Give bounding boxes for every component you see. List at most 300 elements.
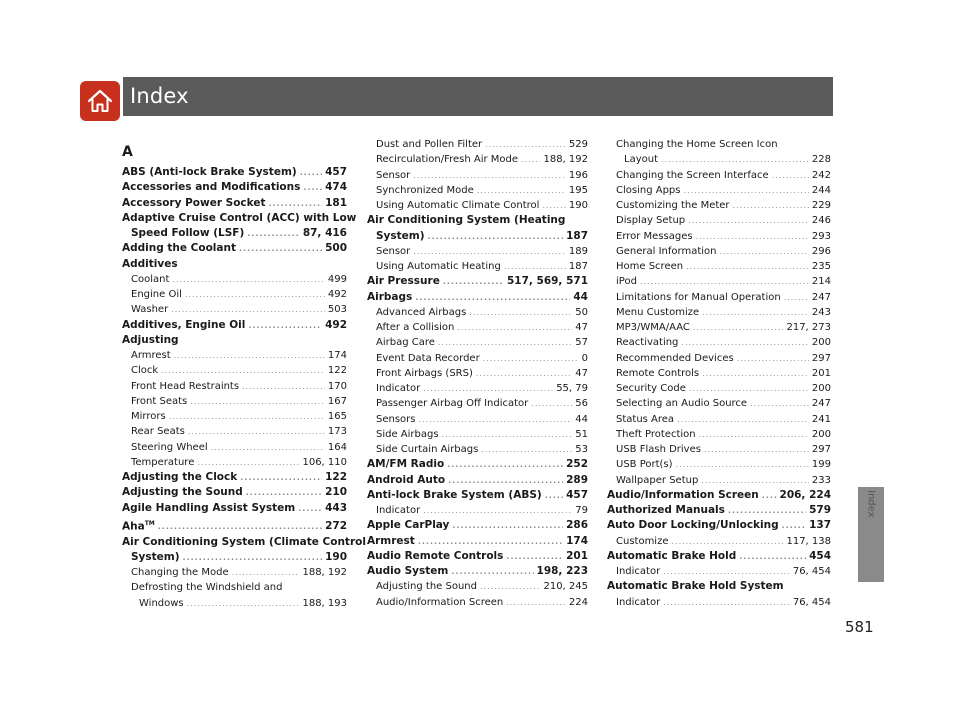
index-subentry[interactable] xyxy=(122,348,347,363)
entry-pages: 293 xyxy=(811,230,831,242)
entry-pages: 443 xyxy=(325,501,347,514)
index-subentry[interactable] xyxy=(607,427,831,442)
index-entry[interactable] xyxy=(122,241,347,256)
entry-term: Changing the Mode xyxy=(131,567,229,578)
leader-dots xyxy=(303,180,322,195)
entry-pages: 199 xyxy=(811,459,831,471)
entry-pages: 233 xyxy=(811,474,831,486)
leader-dots xyxy=(677,412,809,427)
leader-dots xyxy=(672,534,784,549)
leader-dots xyxy=(298,501,322,516)
entry-pages: 190 xyxy=(568,200,588,211)
entry-term: Side Airbags xyxy=(376,428,439,440)
index-subentry[interactable] xyxy=(607,335,831,350)
entry-term: Air Conditioning System (Climate Control xyxy=(122,535,366,548)
entry-pages: 228 xyxy=(811,154,831,166)
index-subentry[interactable] xyxy=(607,595,831,610)
entry-term: Display Setup xyxy=(616,215,686,227)
leader-dots xyxy=(545,488,563,503)
entry-term: Security Code xyxy=(616,383,686,394)
index-heading: Automatic Brake Hold System xyxy=(607,580,784,593)
entry-term: Dust and Pollen Filter xyxy=(376,139,483,150)
leader-dots xyxy=(188,424,325,439)
leader-dots xyxy=(428,229,564,244)
leader-dots xyxy=(161,363,325,378)
entry-pages: 492 xyxy=(327,289,347,300)
entry-term: Authorized Manuals xyxy=(607,504,725,516)
leader-dots xyxy=(772,168,809,183)
leader-dots xyxy=(247,226,300,241)
leader-dots xyxy=(681,335,808,350)
title-bar xyxy=(123,77,833,116)
leader-dots xyxy=(733,198,809,213)
entry-term: Customizing the Meter xyxy=(616,200,730,211)
index-subentry[interactable] xyxy=(607,366,831,381)
entry-term: Armrest xyxy=(131,350,171,361)
entry-term: Adjusting the Sound xyxy=(122,486,243,499)
index-subentry[interactable] xyxy=(607,457,831,472)
index-entry[interactable] xyxy=(367,488,588,503)
index-subentry[interactable] xyxy=(607,412,831,427)
leader-dots xyxy=(481,442,572,457)
entry-term: Adjusting the Clock xyxy=(122,471,238,483)
leader-dots xyxy=(477,183,566,198)
index-subentry[interactable] xyxy=(367,351,588,366)
index-subentry[interactable] xyxy=(367,137,588,152)
entry-term: Rear Seats xyxy=(131,426,185,438)
entry-pages: 243 xyxy=(811,306,831,318)
index-subentry[interactable] xyxy=(607,259,831,274)
entry-term-continued: System) xyxy=(131,550,180,563)
leader-dots xyxy=(782,518,806,533)
entry-term: Mirrors xyxy=(131,411,166,422)
entry-pages: 187 xyxy=(566,229,588,242)
entry-pages: 117, 138 xyxy=(786,535,831,547)
entry-term: Auto Door Locking/Unlocking xyxy=(607,519,779,532)
leader-dots xyxy=(423,503,572,518)
leader-dots xyxy=(476,366,572,381)
index-subentry[interactable] xyxy=(122,363,347,378)
index-subentry[interactable] xyxy=(122,565,347,580)
index-entry[interactable] xyxy=(367,473,588,488)
leader-dots xyxy=(415,290,570,305)
leader-dots xyxy=(418,534,563,549)
entry-term: Changing the Home Screen Icon xyxy=(616,139,778,150)
entry-pages: 189 xyxy=(568,245,588,257)
entry-term-continued: Speed Follow (LSF) xyxy=(131,227,245,239)
index-entry[interactable] xyxy=(122,535,366,566)
entry-pages: 195 xyxy=(568,184,588,196)
entry-term: Event Data Recorder xyxy=(376,352,480,364)
index-entry[interactable] xyxy=(122,485,347,500)
index-subentry[interactable] xyxy=(607,229,831,244)
entry-term: Sensor xyxy=(376,245,411,257)
entry-term: Armrest xyxy=(367,534,415,547)
index-entry[interactable] xyxy=(607,488,831,503)
entry-term: Front Seats xyxy=(131,395,188,407)
index-entry[interactable] xyxy=(367,457,588,472)
trademark-mark: TM xyxy=(144,519,155,527)
index-subentry[interactable] xyxy=(607,396,831,411)
index-subentry[interactable] xyxy=(367,244,588,259)
entry-pages: 217, 273 xyxy=(786,322,831,333)
index-subentry[interactable] xyxy=(607,381,831,396)
index-subentry[interactable] xyxy=(607,213,831,228)
index-subentry[interactable] xyxy=(122,580,347,611)
entry-pages: 137 xyxy=(809,519,831,532)
entry-term: General Information xyxy=(616,245,717,257)
leader-dots xyxy=(447,457,563,472)
index-column-1 xyxy=(122,137,366,611)
entry-pages: 457 xyxy=(325,166,347,178)
entry-term: Temperature xyxy=(131,456,195,468)
entry-pages: 165 xyxy=(327,411,347,422)
entry-term: Status Area xyxy=(616,413,675,425)
leader-dots xyxy=(239,241,322,256)
entry-pages: 200 xyxy=(811,337,831,349)
entry-pages: 517, 569, 571 xyxy=(506,275,588,288)
entry-term: Aha xyxy=(122,520,145,533)
entry-pages: 174 xyxy=(566,534,588,547)
entry-term: Audio/Information Screen xyxy=(376,596,504,608)
index-subentry[interactable] xyxy=(607,198,831,213)
index-subentry[interactable] xyxy=(607,305,831,320)
entry-pages: 167 xyxy=(327,395,347,407)
entry-pages: 55, 79 xyxy=(556,383,588,394)
entry-pages: 499 xyxy=(327,273,347,285)
entry-pages: 244 xyxy=(811,184,831,196)
entry-term: Recommended Devices xyxy=(616,352,734,364)
index-subentry[interactable] xyxy=(367,396,588,411)
leader-dots xyxy=(663,564,790,579)
leader-dots xyxy=(506,595,566,610)
leader-dots xyxy=(269,196,323,211)
entry-pages: 503 xyxy=(327,304,347,316)
home-glyph-icon xyxy=(85,86,115,116)
leader-dots xyxy=(504,259,566,274)
leader-dots xyxy=(676,457,809,472)
entry-pages: 87, 416 xyxy=(302,227,347,239)
index-entry[interactable] xyxy=(367,564,588,579)
index-column-3 xyxy=(607,137,831,610)
entry-term: Sensor xyxy=(376,169,411,181)
entry-pages: 206, 224 xyxy=(779,488,831,501)
index-entry[interactable] xyxy=(367,213,588,244)
entry-pages: 53 xyxy=(575,444,588,455)
index-entry[interactable] xyxy=(122,516,347,535)
entry-term: Error Messages xyxy=(616,230,693,242)
entry-term: Indicator xyxy=(376,505,421,516)
entry-pages: 286 xyxy=(566,519,588,532)
index-subentry[interactable] xyxy=(122,379,347,394)
leader-dots xyxy=(190,394,325,409)
entry-term: Clock xyxy=(131,365,159,377)
index-subentry[interactable] xyxy=(607,351,831,366)
index-entry[interactable] xyxy=(367,274,588,289)
entry-term: Menu Customize xyxy=(616,306,700,318)
entry-term: Android Auto xyxy=(367,473,446,486)
index-subentry[interactable] xyxy=(367,427,588,442)
entry-pages: 164 xyxy=(327,441,347,453)
entry-term: USB Flash Drives xyxy=(616,444,701,455)
leader-dots xyxy=(185,287,325,302)
entry-term-continued: Layout xyxy=(624,154,658,166)
entry-term: Adding the Coolant xyxy=(122,242,236,255)
leader-dots xyxy=(423,381,553,396)
index-subentry[interactable] xyxy=(607,564,831,579)
index-entry[interactable] xyxy=(607,518,831,533)
entry-pages: 457 xyxy=(566,488,588,501)
index-subentry[interactable] xyxy=(367,595,588,610)
leader-dots xyxy=(688,213,809,228)
entry-term: Steering Wheel xyxy=(131,441,208,453)
entry-pages: 579 xyxy=(809,504,831,516)
index-subentry[interactable] xyxy=(122,272,347,287)
index-subentry[interactable] xyxy=(122,440,347,455)
entry-pages: 500 xyxy=(325,242,347,255)
index-entry[interactable] xyxy=(607,503,831,518)
leader-dots xyxy=(480,579,540,594)
index-subentry[interactable] xyxy=(607,274,831,289)
index-subentry[interactable] xyxy=(367,442,588,457)
entry-pages: 187 xyxy=(568,261,588,272)
entry-term: Defrosting the Windshield and xyxy=(131,582,283,594)
leader-dots xyxy=(739,549,806,564)
entry-pages: 229 xyxy=(811,200,831,211)
entry-pages: 454 xyxy=(809,549,831,562)
index-entry[interactable] xyxy=(122,501,347,516)
entry-pages: 210, 245 xyxy=(543,581,588,593)
entry-term: Limitations for Manual Operation xyxy=(616,291,781,303)
index-subentry[interactable] xyxy=(122,409,347,424)
entry-term: ABS (Anti-lock Brake System) xyxy=(122,166,297,178)
entry-term: Adjusting the Sound xyxy=(376,581,477,593)
index-subentry[interactable] xyxy=(122,455,347,470)
index-entry[interactable] xyxy=(122,470,347,485)
entry-term: Changing the Screen Interface xyxy=(616,169,769,181)
entry-term: Theft Protection xyxy=(616,428,696,440)
entry-term: Indicator xyxy=(616,596,661,608)
index-entry[interactable] xyxy=(607,549,831,564)
leader-dots xyxy=(242,379,325,394)
leader-dots xyxy=(521,152,540,167)
leader-dots xyxy=(172,272,325,287)
entry-term: Side Curtain Airbags xyxy=(376,444,479,455)
index-heading: Additives xyxy=(122,257,178,270)
entry-term-continued: Windows xyxy=(139,597,184,609)
leader-dots xyxy=(240,470,322,485)
leader-dots xyxy=(531,396,572,411)
index-subentry[interactable] xyxy=(367,381,588,396)
entry-pages: 289 xyxy=(566,473,588,486)
entry-term: Agile Handling Assist System xyxy=(122,501,296,514)
index-subentry[interactable] xyxy=(122,394,347,409)
entry-term: Selecting an Audio Source xyxy=(616,398,748,410)
entry-term: USB Port(s) xyxy=(616,459,673,471)
index-subentry[interactable] xyxy=(367,320,588,335)
leader-dots xyxy=(683,183,808,198)
index-subentry[interactable] xyxy=(367,305,588,320)
entry-pages: 201 xyxy=(811,367,831,379)
index-subentry[interactable] xyxy=(367,198,588,213)
index-subentry[interactable] xyxy=(607,534,831,549)
entry-pages: 210 xyxy=(325,486,347,499)
entry-pages: 242 xyxy=(811,169,831,181)
section-letter: A xyxy=(122,144,133,160)
leader-dots xyxy=(663,595,790,610)
entry-pages: 200 xyxy=(811,428,831,440)
entry-term: Passenger Airbag Off Indicator xyxy=(376,398,529,410)
index-subentry[interactable] xyxy=(122,302,347,317)
index-subentry[interactable] xyxy=(122,424,347,439)
index-entry[interactable] xyxy=(367,518,588,533)
index-subentry[interactable] xyxy=(607,168,831,183)
entry-term: Using Automatic Climate Control xyxy=(376,200,540,211)
index-subentry[interactable] xyxy=(367,335,588,350)
index-entry[interactable] xyxy=(122,211,357,242)
entry-term: Air Conditioning System (Heating xyxy=(367,214,566,227)
entry-pages: 51 xyxy=(575,428,588,440)
leader-dots xyxy=(451,564,533,579)
leader-dots xyxy=(232,565,300,580)
leader-dots xyxy=(448,473,563,488)
entry-term: Using Automatic Heating xyxy=(376,261,501,272)
index-subentry[interactable] xyxy=(607,244,831,259)
index-entry[interactable] xyxy=(122,196,347,211)
leader-dots xyxy=(689,381,809,396)
leader-dots xyxy=(542,198,565,213)
entry-term: Advanced Airbags xyxy=(376,306,467,318)
leader-dots xyxy=(750,396,809,411)
entry-term: Synchronized Mode xyxy=(376,184,474,196)
leader-dots xyxy=(469,305,572,320)
entry-pages: 188, 193 xyxy=(302,597,347,609)
entry-pages: 44 xyxy=(575,413,588,425)
entry-term: Coolant xyxy=(131,273,170,285)
home-icon[interactable] xyxy=(80,81,120,121)
index-subentry[interactable] xyxy=(367,152,588,167)
entry-pages: 235 xyxy=(811,261,831,272)
leader-dots xyxy=(413,168,566,183)
index-subentry[interactable] xyxy=(367,503,588,518)
entry-term: Accessories and Modifications xyxy=(122,181,301,194)
index-subentry[interactable] xyxy=(607,320,831,335)
index-subentry[interactable] xyxy=(367,579,588,594)
entry-term: AM/FM Radio xyxy=(367,458,445,471)
entry-pages: 188, 192 xyxy=(543,154,588,166)
entry-pages: 247 xyxy=(811,291,831,303)
entry-pages: 224 xyxy=(568,596,588,608)
entry-pages: 272 xyxy=(325,520,347,533)
entry-term: Customize xyxy=(616,535,669,547)
index-subentry[interactable] xyxy=(607,137,831,168)
leader-dots xyxy=(702,366,809,381)
index-entry[interactable] xyxy=(122,180,347,195)
entry-pages: 174 xyxy=(327,350,347,361)
entry-pages: 122 xyxy=(325,471,347,483)
page-number: 581 xyxy=(845,618,874,636)
leader-dots xyxy=(187,596,300,611)
index-subentry[interactable] xyxy=(367,183,588,198)
entry-term: Audio/Information Screen xyxy=(607,488,759,501)
index-subentry[interactable] xyxy=(607,183,831,198)
entry-pages: 492 xyxy=(325,318,347,331)
leader-dots xyxy=(693,320,784,335)
entry-term: Anti-lock Brake System (ABS) xyxy=(367,488,542,501)
entry-term: Indicator xyxy=(616,566,661,577)
leader-dots xyxy=(457,320,572,335)
leader-dots xyxy=(485,137,566,152)
index-subentry[interactable] xyxy=(607,473,831,488)
entry-pages: 173 xyxy=(327,426,347,438)
entry-term: After a Collision xyxy=(376,322,455,333)
entry-pages: 297 xyxy=(811,444,831,455)
index-entry[interactable] xyxy=(367,534,588,549)
leader-dots xyxy=(728,503,806,518)
index-heading: Adjusting xyxy=(122,333,179,346)
entry-term: Accessory Power Socket xyxy=(122,196,266,209)
entry-term: Audio System xyxy=(367,565,449,577)
entry-pages: 252 xyxy=(566,458,588,471)
entry-pages: 170 xyxy=(327,380,347,392)
entry-pages: 241 xyxy=(811,413,831,425)
entry-term: Additives, Engine Oil xyxy=(122,318,246,331)
leader-dots xyxy=(248,318,322,333)
index-entry[interactable] xyxy=(367,549,588,564)
entry-term: Airbags xyxy=(367,290,413,303)
entry-pages: 247 xyxy=(811,398,831,410)
entry-pages: 57 xyxy=(575,337,588,349)
index-subentry[interactable] xyxy=(367,366,588,381)
entry-term: MP3/WMA/AAC xyxy=(616,322,690,333)
entry-term: Wallpaper Setup xyxy=(616,474,699,486)
leader-dots xyxy=(784,290,809,305)
index-subentry[interactable] xyxy=(607,442,831,457)
index-subentry[interactable] xyxy=(122,287,347,302)
entry-pages: 246 xyxy=(811,215,831,227)
index-subentry[interactable] xyxy=(367,168,588,183)
entry-term: Air Pressure xyxy=(367,275,440,288)
entry-pages: 47 xyxy=(575,367,588,379)
leader-dots xyxy=(702,305,809,320)
leader-dots xyxy=(762,488,777,503)
entry-term: Home Screen xyxy=(616,261,684,272)
leader-dots xyxy=(413,244,566,259)
entry-pages: 196 xyxy=(568,169,588,181)
entry-pages: 296 xyxy=(811,245,831,257)
index-entry[interactable] xyxy=(122,165,347,180)
entry-pages: 122 xyxy=(327,365,347,377)
index-entry[interactable] xyxy=(122,318,347,333)
index-subentry[interactable] xyxy=(367,259,588,274)
leader-dots xyxy=(701,473,809,488)
entry-pages: 201 xyxy=(566,549,588,562)
leader-dots xyxy=(169,409,325,424)
index-subentry[interactable] xyxy=(367,412,588,427)
entry-pages: 529 xyxy=(568,139,588,150)
leader-dots xyxy=(246,485,322,500)
entry-pages: 76, 454 xyxy=(792,596,831,608)
leader-dots xyxy=(183,550,323,565)
leader-dots xyxy=(171,302,325,317)
entry-term: Recirculation/Fresh Air Mode xyxy=(376,154,519,166)
leader-dots xyxy=(419,412,573,427)
entry-pages: 106, 110 xyxy=(302,456,347,468)
leader-dots xyxy=(443,274,504,289)
index-entry[interactable] xyxy=(367,290,588,305)
index-subentry[interactable] xyxy=(607,290,831,305)
entry-pages: 0 xyxy=(581,352,588,364)
